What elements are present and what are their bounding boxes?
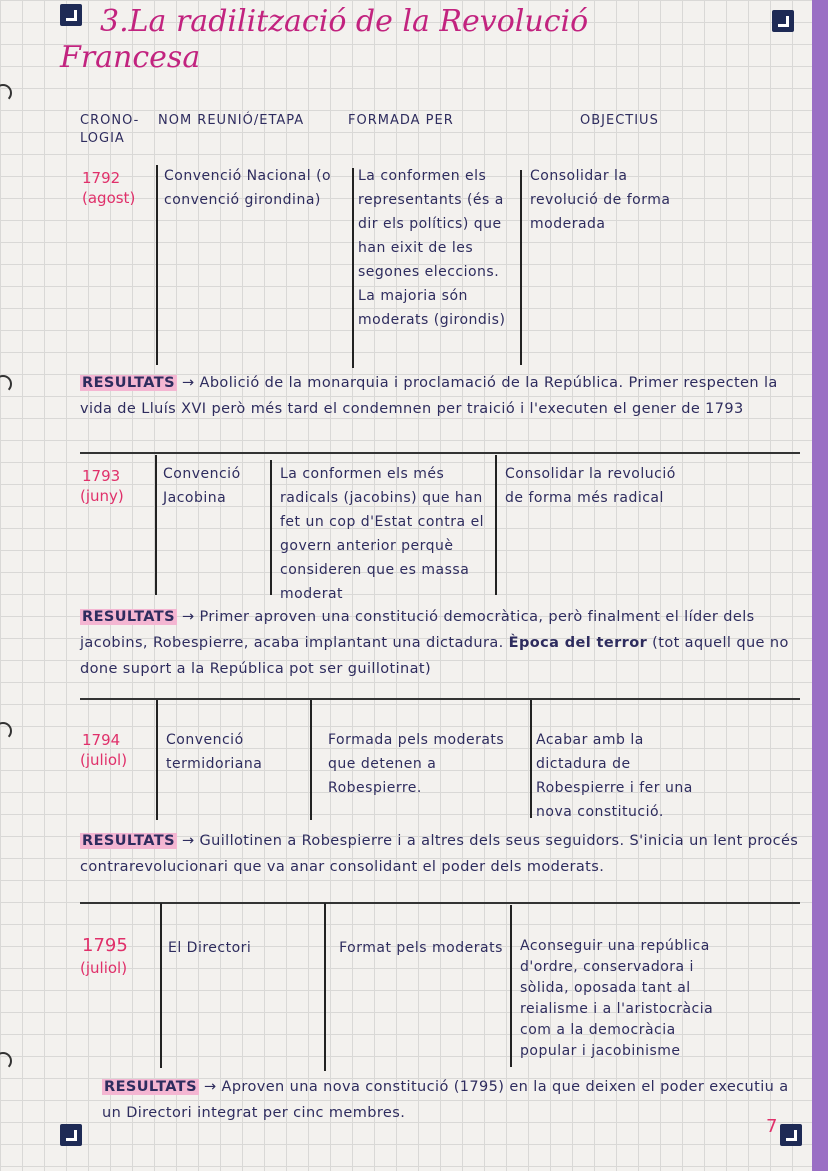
column-divider: [310, 700, 312, 820]
results-text: → Guillotinen a Robespierre i a altres dels seus seguidors. S'inicia un lent procés contrarevolucionari que va anar consolidant el poder dels moderats.: [80, 833, 799, 875]
row-date: 1794: [82, 731, 121, 749]
results-label: RESULTATS: [104, 1079, 197, 1095]
results-emphasis: Època del terror: [508, 635, 648, 651]
row-month: (agost): [82, 189, 136, 207]
row-month: (juliol): [80, 959, 128, 977]
column-divider: [352, 168, 354, 368]
results-text: → Abolició de la monarquia i proclamació de la República. Primer respecten la vida de Lluís XVI però més tard el condemnen per traició i l'executen el gener de 1793: [80, 375, 778, 417]
page-title-continued: Francesa: [60, 40, 201, 75]
corner-mark-icon: [780, 1124, 802, 1146]
row-date: 1792: [82, 169, 121, 187]
row-month: (juliol): [80, 751, 128, 769]
row-date: 1793: [82, 467, 121, 485]
binder-ring-icon: [0, 375, 12, 393]
row-formed: La conformen els més radicals (jacobins) que han fet un cop d'Estat contra el govern anterior perquè consideren que es massa moderat: [280, 466, 485, 602]
row-goal: Acabar amb la dictadura de Robespierre i fer una nova constitució.: [536, 732, 693, 820]
results-label: RESULTATS: [82, 609, 175, 625]
column-divider: [510, 905, 512, 1067]
results-tail: (tot aquell que no done suport a la República pot ser guillotinat): [80, 635, 789, 677]
corner-mark-icon: [60, 4, 82, 26]
row-formed: Format pels moderats: [339, 940, 503, 956]
binder-ring-icon: [0, 84, 12, 102]
results-label: RESULTATS: [82, 375, 175, 391]
header-name: NOM REUNIÓ/ETAPA: [158, 113, 305, 128]
column-divider: [155, 455, 157, 595]
row-date: 1795: [82, 935, 128, 956]
binder-ring-icon: [0, 722, 12, 740]
row-results: [102, 1074, 792, 1126]
row-name: Convenció termidoriana: [166, 732, 263, 772]
row-formed: La conformen els representants (és a dir els polítics) que han eixit de les segones eleccions. La majoria són moderats (girondis): [358, 168, 506, 328]
results-label: RESULTATS: [82, 833, 175, 849]
row-formed: Formada pels moderats que detenen a Robespierre.: [328, 732, 505, 796]
column-divider: [156, 165, 158, 365]
row-results: [80, 604, 800, 682]
corner-mark-icon: [60, 1124, 82, 1146]
page-number: 7: [766, 1116, 778, 1137]
header-goals: OBJECTIUS: [580, 113, 659, 128]
column-divider: [324, 903, 326, 1071]
row-results: [80, 370, 800, 422]
row-goal: Aconseguir una república d'ordre, conservadora i sòlida, oposada tant al reialisme i a l'aristocràcia com a la democràcia popular i jacobinisme: [520, 938, 714, 1059]
results-text: → Primer aproven una constitució democràtica, però finalment el líder dels jacobins, Robespierre, acaba implantant una dictadura.: [80, 609, 755, 651]
row-name: El Directori: [168, 940, 252, 956]
row-separator: [80, 698, 800, 700]
row-month: (juny): [80, 487, 124, 505]
row-name: Convenció Jacobina: [163, 466, 241, 506]
corner-mark-icon: [772, 10, 794, 32]
row-separator: [80, 452, 800, 454]
column-divider: [156, 700, 158, 820]
row-separator: [80, 902, 800, 904]
row-name: Convenció Nacional (o convenció girondina): [164, 168, 332, 208]
column-divider: [530, 700, 532, 818]
column-divider: [520, 170, 522, 365]
row-results: [80, 828, 800, 880]
row-goal: Consolidar la revolució de forma moderada: [530, 168, 671, 232]
column-divider: [495, 455, 497, 595]
row-goal: Consolidar la revolució de forma més radical: [505, 466, 676, 506]
page-title: 3.La radilització de la Revolució: [100, 4, 589, 39]
header-formed: FORMADA PER: [348, 113, 454, 128]
binder-ring-icon: [0, 1052, 12, 1070]
column-divider: [270, 460, 272, 595]
column-divider: [160, 903, 162, 1068]
header-chronology: CRONO-LOGIA: [80, 113, 140, 146]
results-text: → Aproven una nova constitució (1795) en la que deixen el poder executiu a un Directori integrat per cinc membres.: [102, 1079, 789, 1121]
